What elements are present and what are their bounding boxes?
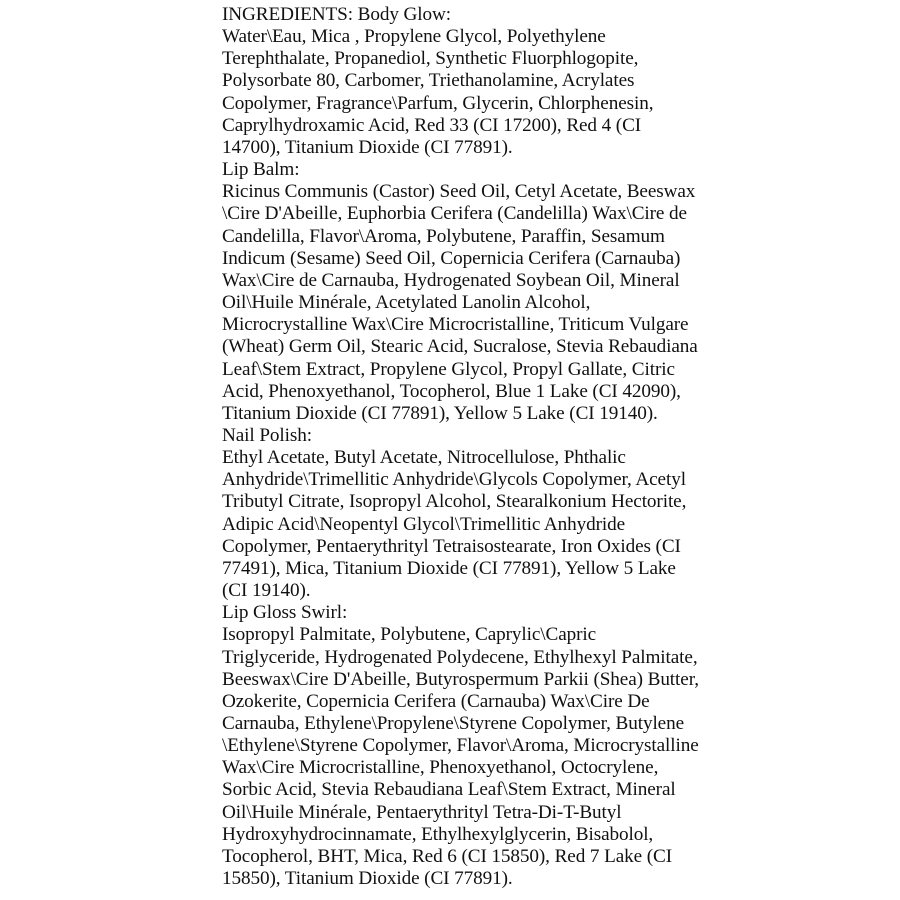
lip-balm-ingredients-line: Leaf\Stem Extract, Propylene Glycol, Propyl Gallate, Citric — [222, 358, 675, 380]
lip-balm-ingredients-line: Titanium Dioxide (CI 77891), Yellow 5 Lake (CI 19140). — [222, 402, 658, 424]
body-glow-ingredients-line: Copolymer, Fragrance\Parfum, Glycerin, Chlorphenesin, — [222, 92, 654, 114]
section-heading-nail-polish: Nail Polish: — [222, 424, 312, 446]
section-heading-lip-gloss-swirl: Lip Gloss Swirl: — [222, 602, 348, 624]
nail-polish-ingredients-line: 77491), Mica, Titanium Dioxide (CI 77891), Yellow 5 Lake — [222, 557, 676, 579]
lip-balm-ingredients-line: \Cire D'Abeille, Euphorbia Cerifera (Candelilla) Wax\Cire de — [222, 203, 687, 225]
nail-polish-ingredients-line: Ethyl Acetate, Butyl Acetate, Nitrocellulose, Phthalic — [222, 447, 626, 469]
lip-balm-ingredients-line: Oil\Huile Minérale, Acetylated Lanolin Alcohol, — [222, 292, 591, 314]
body-glow-ingredients-line: Terephthalate, Propanediol, Synthetic Fluorphlogopite, — [222, 48, 639, 70]
lip-balm-ingredients-line: Candelilla, Flavor\Aroma, Polybutene, Paraffin, Sesamum — [222, 225, 665, 247]
lip-gloss-ingredients-line: Wax\Cire Microcristalline, Phenoxyethanol, Octocrylene, — [222, 757, 659, 779]
lip-balm-ingredients-line: Acid, Phenoxyethanol, Tocopherol, Blue 1 Lake (CI 42090), — [222, 380, 681, 402]
lip-gloss-ingredients-line: Oil\Huile Minérale, Pentaerythrityl Tetra-Di-T-Butyl — [222, 801, 622, 823]
body-glow-ingredients-line: Water\Eau, Mica , Propylene Glycol, Polyethylene — [222, 26, 606, 48]
lip-gloss-ingredients-line: Sorbic Acid, Stevia Rebaudiana Leaf\Stem Extract, Mineral — [222, 779, 676, 801]
lip-balm-ingredients-line: Wax\Cire de Carnauba, Hydrogenated Soybean Oil, Mineral — [222, 269, 680, 291]
body-glow-ingredients-line: Caprylhydroxamic Acid, Red 33 (CI 17200), Red 4 (CI — [222, 114, 642, 136]
body-glow-ingredients-line: 14700), Titanium Dioxide (CI 77891). — [222, 136, 513, 158]
lip-gloss-ingredients-line: Hydroxyhydrocinnamate, Ethylhexylglycerin, Bisabolol, — [222, 823, 654, 845]
body-glow-ingredients-line: Polysorbate 80, Carbomer, Triethanolamine, Acrylates — [222, 70, 635, 92]
section-heading-lip-balm: Lip Balm: — [222, 159, 300, 181]
nail-polish-ingredients-line: (CI 19140). — [222, 580, 311, 602]
lip-balm-ingredients-line: Microcrystalline Wax\Cire Microcristalline, Triticum Vulgare — [222, 314, 689, 336]
nail-polish-ingredients-line: Adipic Acid\Neopentyl Glycol\Trimellitic Anhydride — [222, 513, 626, 535]
lip-balm-ingredients-line: Indicum (Sesame) Seed Oil, Copernicia Cerifera (Carnauba) — [222, 247, 681, 269]
nail-polish-ingredients-line: Copolymer, Pentaerythrityl Tetraisostearate, Iron Oxides (CI — [222, 535, 681, 557]
lip-gloss-ingredients-line: \Ethylene\Styrene Copolymer, Flavor\Aroma, Microcrystalline — [222, 735, 699, 757]
lip-gloss-ingredients-line: Tocopherol, BHT, Mica, Red 6 (CI 15850), Red 7 Lake (CI — [222, 845, 672, 867]
lip-gloss-ingredients-line: Triglyceride, Hydrogenated Polydecene, Ethylhexyl Palmitate, — [222, 646, 698, 668]
lip-gloss-ingredients-line: Isopropyl Palmitate, Polybutene, Caprylic\Capric — [222, 624, 597, 646]
lip-gloss-ingredients-line: Beeswax\Cire D'Abeille, Butyrospermum Parkii (Shea) Butter, — [222, 668, 699, 690]
lip-balm-ingredients-line: Ricinus Communis (Castor) Seed Oil, Cetyl Acetate, Beeswax — [222, 181, 696, 203]
ingredients-heading-body-glow: INGREDIENTS: Body Glow: — [222, 4, 452, 25]
nail-polish-ingredients-line: Tributyl Citrate, Isopropyl Alcohol, Stearalkonium Hectorite, — [222, 491, 687, 513]
lip-gloss-ingredients-line: 15850), Titanium Dioxide (CI 77891). — [222, 868, 513, 890]
ingredients-document — [222, 4, 699, 890]
lip-balm-ingredients-line: (Wheat) Germ Oil, Stearic Acid, Sucralose, Stevia Rebaudiana — [222, 336, 698, 358]
nail-polish-ingredients-line: Anhydride\Trimellitic Anhydride\Glycols Copolymer, Acetyl — [222, 469, 686, 491]
lip-gloss-ingredients-line: Ozokerite, Copernicia Cerifera (Carnauba) Wax\Cire De — [222, 690, 650, 712]
lip-gloss-ingredients-line: Carnauba, Ethylene\Propylene\Styrene Copolymer, Butylene — [222, 713, 685, 734]
